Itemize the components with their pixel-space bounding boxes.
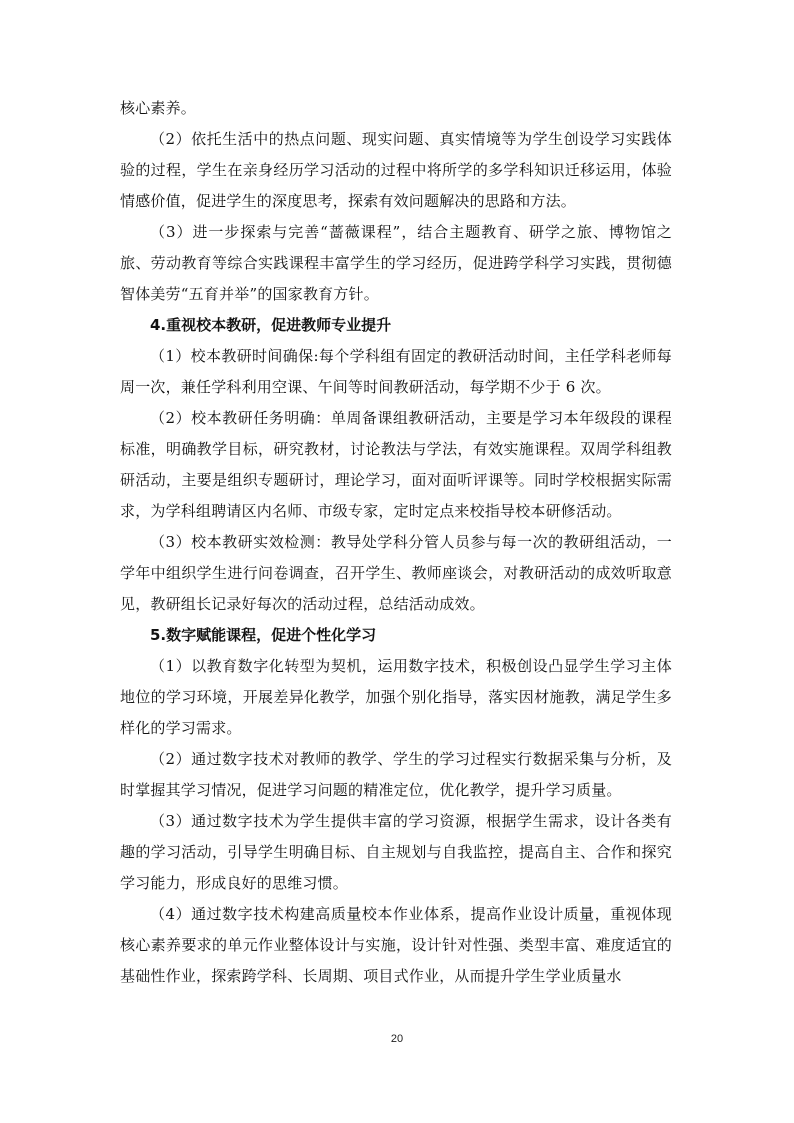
paragraph-item-3-rose-course: （3）进一步探索与完善“蔷薇课程”，结合主题教育、研学之旅、博物馆之旅、劳动教育等综合实践课程丰富学生的学习经历，促进跨学科学习实践，贯彻德智体美劳“五育并举”的国家教育方针。	[120, 223, 672, 303]
body-text	[120, 93, 672, 992]
paragraph-research-time: （1）校本教研时间确保:每个学科组有固定的教研活动时间，主任学科老师每周一次，兼任学科利用空课、午间等时间教研活动，每学期不少于 6 次。	[120, 347, 672, 396]
paragraph-core-literacy-end: 核心素养。	[120, 99, 197, 117]
paragraph-digital-2: （2）通过数字技术对教师的教学、学生的学习过程实行数据采集与分析，及时掌握其学习情况，促进学习问题的精准定位，优化教学，提升学习质量。	[120, 750, 672, 799]
paragraph-digital-1: （1）以教育数字化转型为契机，运用数字技术，积极创设凸显学生学习主体地位的学习环境，开展差异化教学，加强个别化指导，落实因材施教，满足学生多样化的学习需求。	[120, 657, 672, 737]
section-heading-5: 5.数字赋能课程，促进个性化学习	[150, 626, 377, 644]
paragraph-digital-4: （4）通过数字技术构建高质量校本作业体系，提高作业设计质量，重视体现核心素养要求的单元作业整体设计与实施，设计针对性强、类型丰富、难度适宜的基础性作业，探索跨学科、长周期、项目式作业，从而提升学生学业质量水	[120, 905, 672, 985]
paragraph-digital-3: （3）通过数字技术为学生提供丰富的学习资源，根据学生需求，设计各类有趣的学习活动，引导学生明确目标、自主规划与自我监控，提高自主、合作和探究学习能力，形成良好的思维习惯。	[120, 812, 672, 892]
page-number: 20	[390, 1033, 404, 1045]
paragraph-research-tasks: （2）校本教研任务明确：单周备课组教研活动，主要是学习本年级段的课程标准，明确教学目标，研究教材，讨论教法与学法，有效实施课程。双周学科组教研活动，主要是组织专题研讨，理论学习，面对面听评课等。同时学校根据实际需求，为学科组聘请区内名师、市级专家，定时定点来校指导校本研修活动。	[120, 409, 672, 520]
paragraph-item-2-real-life: （2）依托生活中的热点问题、现实问题、真实情境等为学生创设学习实践体验的过程，学生在亲身经历学习活动的过程中将所学的多学科知识迁移运用，体验情感价值，促进学生的深度思考，探索有效问题解决的思路和方法。	[120, 130, 672, 210]
section-heading-4: 4.重视校本教研，促进教师专业提升	[150, 316, 392, 334]
paragraph-research-evaluation: （3）校本教研实效检测：教导处学科分管人员参与每一次的教研组活动，一学年中组织学生进行问卷调查，召开学生、教师座谈会，对教研活动的成效听取意见，教研组长记录好每次的活动过程，总结活动成效。	[120, 533, 672, 613]
